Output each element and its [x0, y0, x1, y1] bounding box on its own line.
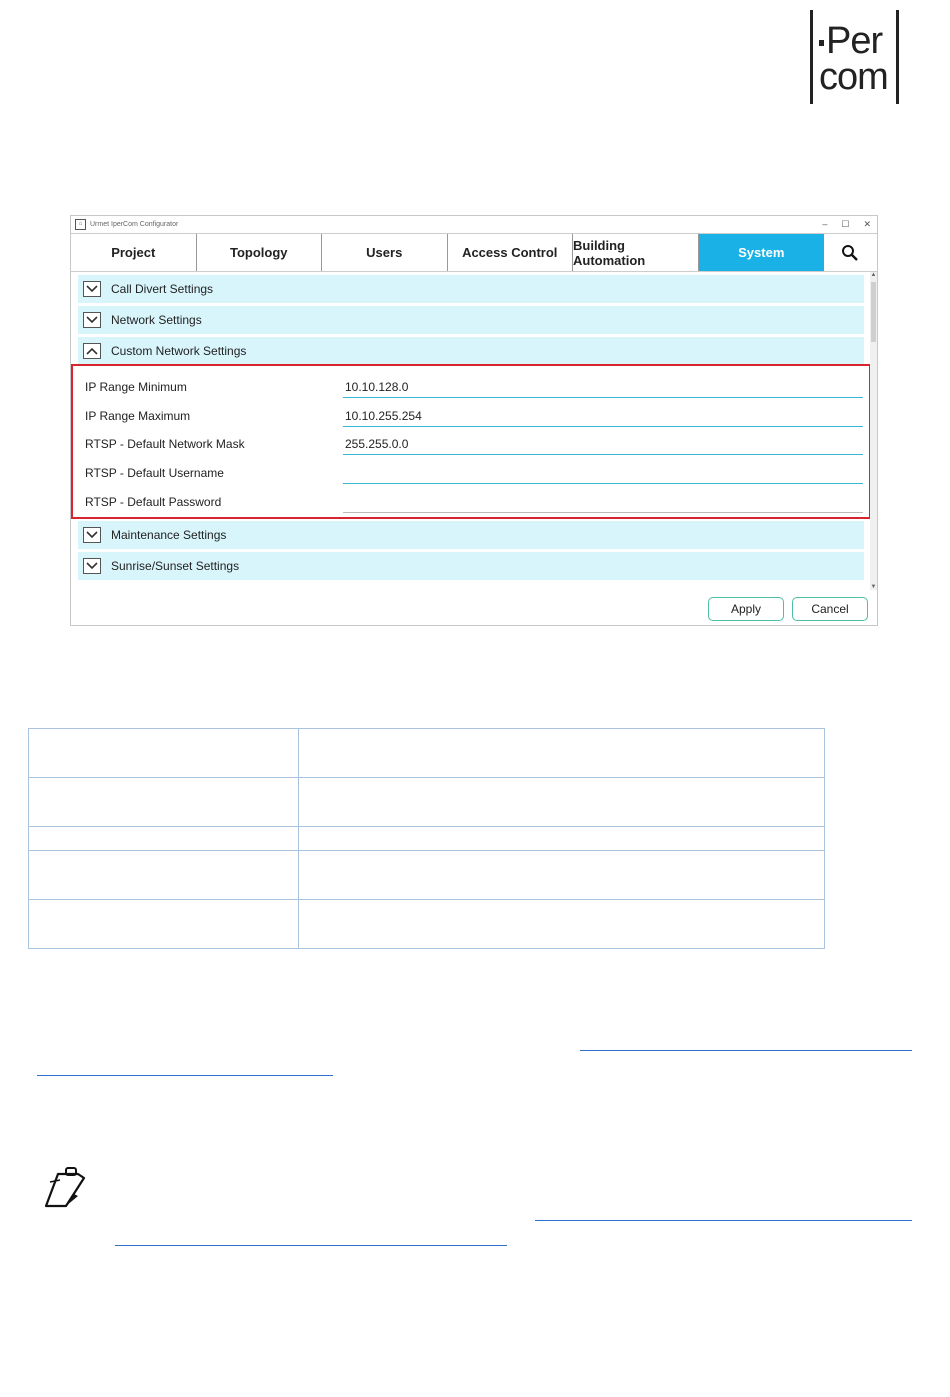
chevron-down-icon — [83, 281, 101, 297]
link-underline[interactable] — [115, 1245, 507, 1246]
maximize-button[interactable]: ☐ — [841, 219, 850, 229]
window-title: Urmet IperCom Configurator — [90, 221, 179, 228]
link-underline[interactable] — [37, 1075, 333, 1076]
minimize-button[interactable]: – — [822, 219, 828, 229]
field-label-ip-min: IP Range Minimum — [85, 380, 187, 394]
tab-topology[interactable]: Topology — [197, 234, 323, 271]
scroll-down-icon[interactable]: ▼ — [870, 584, 877, 590]
close-button[interactable]: ✕ — [863, 219, 871, 229]
tab-building-automation[interactable]: Building Automation — [573, 234, 699, 271]
search-icon — [841, 244, 859, 262]
highlight-box — [71, 364, 871, 519]
chevron-down-icon — [83, 312, 101, 328]
vertical-scrollbar[interactable] — [870, 272, 877, 590]
field-label-ip-max: IP Range Maximum — [85, 409, 191, 423]
table-row — [29, 729, 825, 778]
scroll-up-icon[interactable]: ▲ — [870, 272, 877, 278]
ip-range-max-input[interactable]: 10.10.255.254 — [343, 405, 863, 427]
tab-access-control[interactable]: Access Control — [448, 234, 574, 271]
app-icon: ⌂ — [75, 219, 86, 230]
link-underline[interactable] — [535, 1220, 912, 1221]
tab-project[interactable]: Project — [71, 234, 197, 271]
section-title: Maintenance Settings — [111, 528, 227, 542]
tab-users[interactable]: Users — [322, 234, 448, 271]
section-title: Custom Network Settings — [111, 344, 247, 358]
field-label-rtsp-mask: RTSP - Default Network Mask — [85, 437, 245, 451]
section-title: Network Settings — [111, 313, 202, 327]
settings-panel — [71, 272, 871, 590]
section-custom-network[interactable] — [78, 337, 864, 365]
title-bar — [71, 216, 877, 233]
table-row — [29, 827, 825, 851]
note-clipboard-icon — [44, 1166, 96, 1212]
ipercom-logo: Per com — [810, 10, 902, 104]
parameter-table — [28, 728, 825, 949]
configurator-window — [70, 215, 878, 626]
section-sunrise-sunset[interactable] — [78, 552, 864, 580]
link-underline[interactable] — [580, 1050, 912, 1051]
section-network[interactable] — [78, 306, 864, 334]
chevron-down-icon — [83, 527, 101, 543]
table-row — [29, 778, 825, 827]
field-label-rtsp-username: RTSP - Default Username — [85, 466, 224, 480]
main-tabs — [71, 233, 877, 272]
section-call-divert[interactable] — [78, 275, 864, 303]
chevron-up-icon — [83, 343, 101, 359]
section-maintenance[interactable] — [78, 521, 864, 549]
section-title: Call Divert Settings — [111, 282, 214, 296]
rtsp-mask-input[interactable]: 255.255.0.0 — [343, 433, 863, 455]
ip-range-min-input[interactable]: 10.10.128.0 — [343, 376, 863, 398]
table-row — [29, 851, 825, 900]
field-label-rtsp-password: RTSP - Default Password — [85, 495, 222, 509]
rtsp-username-input[interactable] — [343, 462, 863, 484]
cancel-button[interactable]: Cancel — [792, 597, 868, 621]
apply-button[interactable]: Apply — [708, 597, 784, 621]
chevron-down-icon — [83, 558, 101, 574]
table-row — [29, 900, 825, 949]
search-button[interactable] — [824, 234, 876, 271]
rtsp-password-input[interactable] — [343, 491, 863, 513]
section-title: Sunrise/Sunset Settings — [111, 559, 240, 573]
scroll-thumb[interactable] — [871, 282, 876, 342]
tab-system[interactable]: System — [699, 234, 825, 271]
